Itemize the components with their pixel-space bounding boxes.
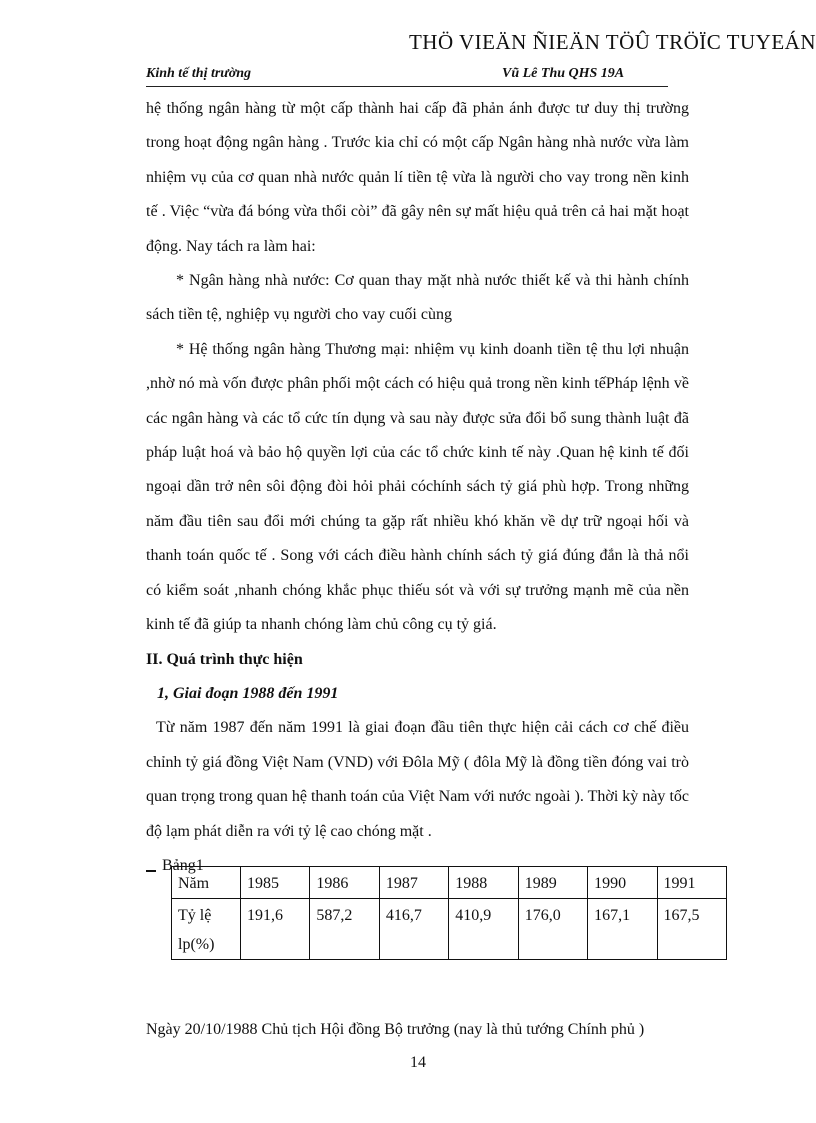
table-header-cell: Tỷ lệ lp(%): [172, 899, 241, 960]
table-cell-value: 176,0: [518, 899, 587, 960]
table-header-cell: Năm: [172, 867, 241, 899]
table-cell-value: 167,5: [657, 899, 726, 960]
table-cell-year: 1990: [588, 867, 657, 899]
table-cell-year: 1985: [241, 867, 310, 899]
paragraph-after-table: Ngày 20/10/1988 Chủ tịch Hội đồng Bộ trưởng (nay là thủ tướng Chính phủ ): [146, 1021, 645, 1038]
table-row-values: [172, 899, 727, 960]
table-cell-value: 191,6: [241, 899, 310, 960]
dash-mark: [146, 870, 156, 872]
section-paragraph: Từ năm 1987 đến năm 1991 là giai đoạn đầu tiên thực hiện cải cách cơ chế điều chỉnh tỷ giá đồng Việt Nam (VND) với Đôla Mỹ ( đôla Mỹ là đồng tiền đóng vai trò quan trọng trong quan hệ thanh toán của Việt Nam với nước ngoài ). Thời kỳ này tốc độ lạm phát diễn ra với tỷ lệ cao chóng mặt .: [146, 719, 689, 840]
section-heading: II. Quá trình thực hiện: [146, 650, 303, 668]
paragraph-1: hệ thống ngân hàng từ một cấp thành hai cấp đã phản ánh được tư duy thị trường trong hoạt động ngân hàng . Trước kia chỉ có một cấp Ngân hàng nhà nước vừa làm nhiệm vụ của cơ quan nhà nước quản lí tiền tệ vừa là người cho vay trong nền kinh tế . Việc “vừa đá bóng vừa thổi còi” đã gây nên sự mất hiệu quả trên cả hai mặt hoạt động. Nay tách ra làm hai:: [146, 100, 689, 255]
table-cell-year: 1988: [449, 867, 518, 899]
running-header: [146, 66, 668, 87]
header-right: Vũ Lê Thu QHS 19A: [502, 66, 625, 81]
table-cell-year: 1987: [379, 867, 448, 899]
page-number: 14: [410, 1054, 426, 1071]
table-cell-value: 167,1: [588, 899, 657, 960]
watermark-text: THÖ VIEÄN ÑIEÄN TÖÛ TRÖÏC TUYEÁN: [408, 30, 816, 54]
header-left: Kinh tế thị trường: [146, 66, 251, 81]
table-cell-year: 1986: [310, 867, 379, 899]
table-cell-year: 1989: [518, 867, 587, 899]
table-cell-year: 1991: [657, 867, 726, 899]
paragraph-3: * Hệ thống ngân hàng Thương mại: nhiệm vụ kinh doanh tiền tệ thu lợi nhuận ,nhờ nó mà vốn được phân phối một cách có hiệu quả trong nền kinh tếPháp lệnh về các ngân hàng và các tổ cức tín dụng và sau này được sửa đổi bổ sung thành luật đã pháp luật hoá và bảo hộ quyền lợi của các tổ chức kinh tế này .Quan hệ kinh tế đối ngoại dần trở nên sôi động đòi hỏi phải cóchính sách tỷ giá phù hợp. Trong những năm đầu tiên sau đổi mới chúng ta gặp rất nhiều khó khăn về dự trữ ngoại hối và thanh toán quốc tế . Song với cách điều hành chính sách tỷ giá đúng đắn là thả nổi có kiểm soát ,nhanh chóng khắc phục thiếu sót và với sự trưởng mạnh mẽ của nền kinh tế đã giúp ta nhanh chóng làm chủ công cụ tỷ giá.: [146, 340, 689, 634]
table-cell-value: 587,2: [310, 899, 379, 960]
table-label-text: Bảng1: [162, 856, 204, 874]
table-cell-value: 416,7: [379, 899, 448, 960]
inflation-table: [171, 866, 727, 960]
paragraph-2: * Ngân hàng nhà nước: Cơ quan thay mặt nhà nước thiết kế và thi hành chính sách tiền tệ, nghiệp vụ người cho vay cuối cùng: [146, 272, 689, 324]
document-body: [146, 92, 689, 883]
subsection-heading: 1, Giai đoạn 1988 đến 1991: [157, 684, 339, 702]
table-row-years: [172, 867, 727, 899]
table-cell-value: 410,9: [449, 899, 518, 960]
